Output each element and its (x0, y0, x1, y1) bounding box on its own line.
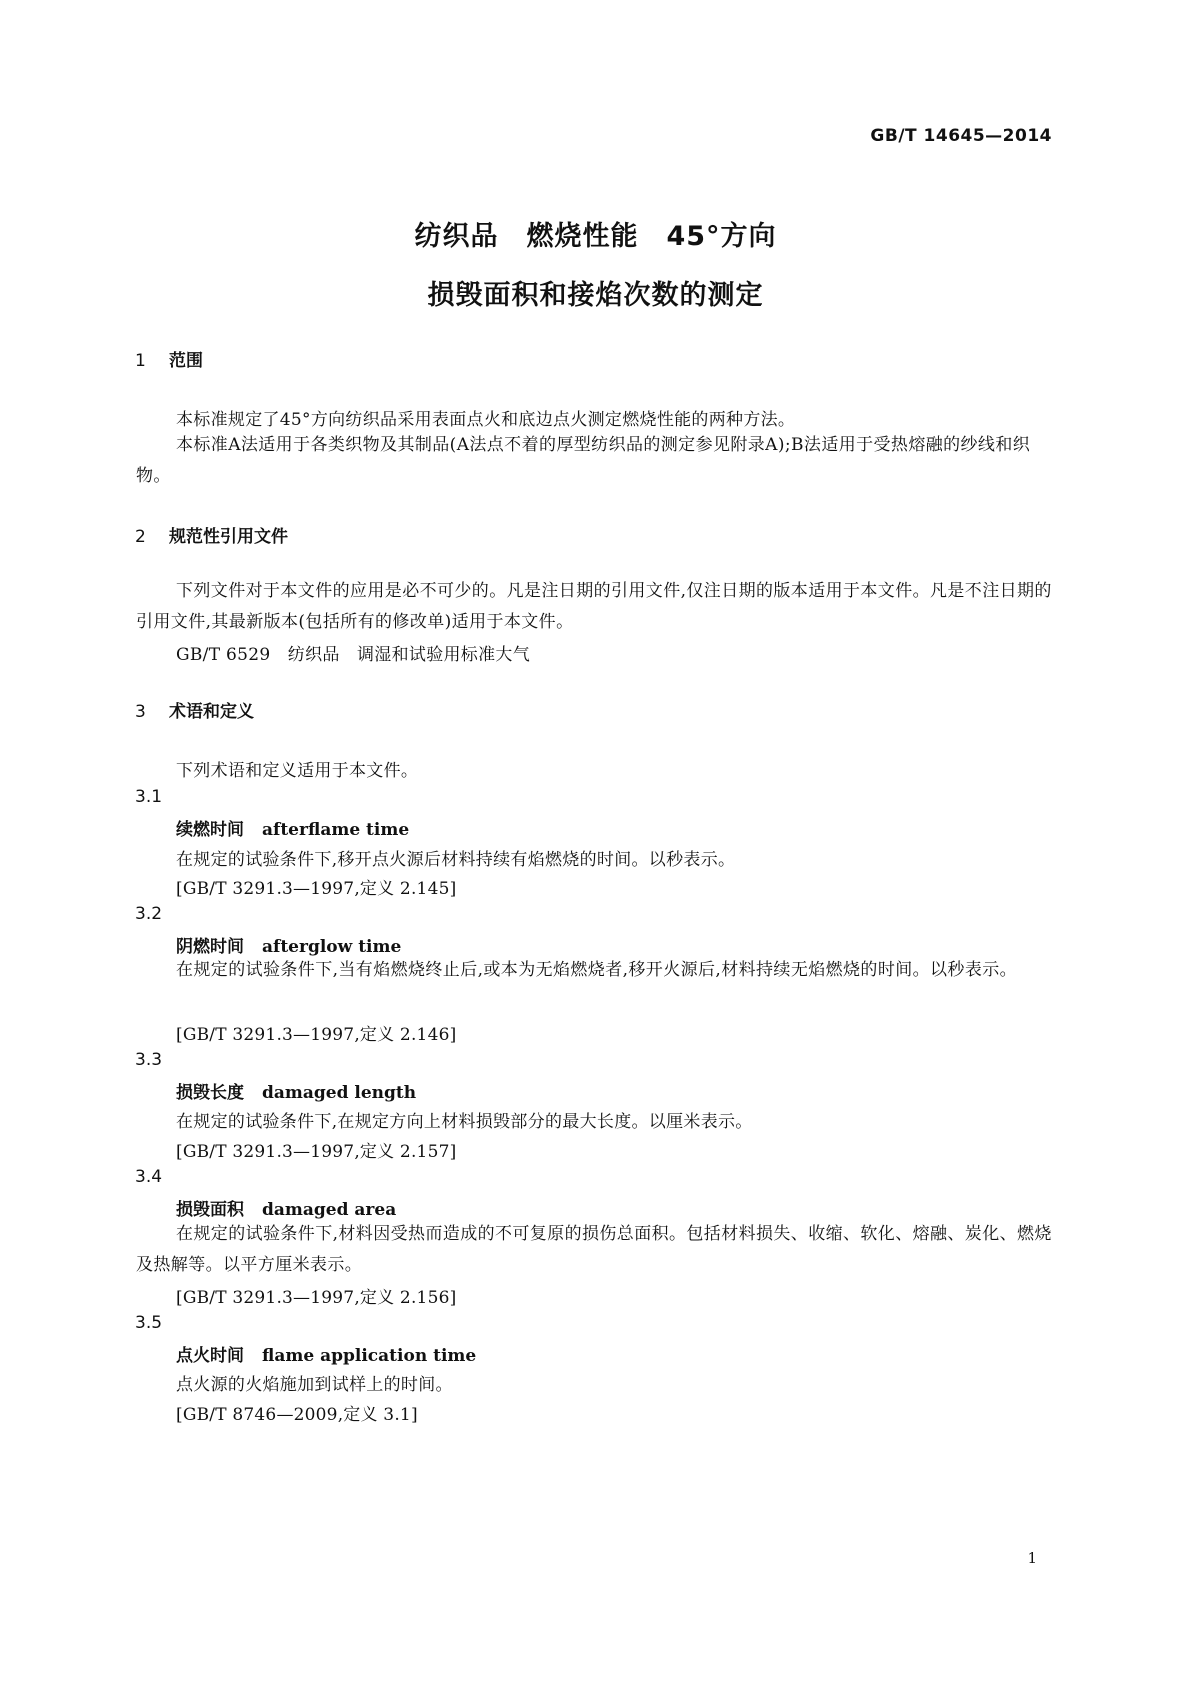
term-title (176, 1195, 396, 1220)
term-zh: 点火时间 (176, 1346, 244, 1366)
term-title (176, 1341, 476, 1366)
term-source: [GB/T 8746—2009,定义 3.1] (176, 1405, 418, 1425)
reference-entry: GB/T 6529 纺织品 调湿和试验用标准大气 (176, 645, 531, 665)
term-definition: 在规定的试验条件下,材料因受热而造成的不可复原的损伤总面积。包括材料损失、收缩、软化、熔融、炭化、燃烧及热解等。以平方厘米表示。 (136, 1224, 1052, 1275)
term-number: 3.1 (135, 787, 163, 807)
document-title-line-1: 纺织品 燃烧性能 45°方向 (414, 221, 777, 252)
section-heading-scope (135, 346, 203, 371)
paragraph: 下列文件对于本文件的应用是必不可少的。凡是注日期的引用文件,仅注日期的版本适用于本文件。凡是不注日期的引用文件,其最新版本(包括所有的修改单)适用于本文件。 (136, 581, 1052, 632)
term-definition: 点火源的火焰施加到试样上的时间。 (176, 1375, 453, 1395)
term-zh: 损毁长度 (176, 1083, 244, 1103)
section-heading-normative-references (135, 522, 288, 547)
section-title: 范围 (169, 351, 203, 371)
document-title-line-2: 损毁面积和接焰次数的测定 (427, 280, 764, 311)
term-title (176, 932, 401, 957)
standard-number: GB/T 14645—2014 (870, 126, 1052, 146)
term-number: 3.5 (135, 1313, 163, 1333)
paragraph: 下列术语和定义适用于本文件。 (176, 761, 419, 781)
term-zh: 阴燃时间 (176, 937, 244, 957)
term-en: afterflame time (262, 820, 410, 840)
term-source: [GB/T 3291.3—1997,定义 2.145] (176, 879, 457, 899)
term-en: flame application time (262, 1346, 477, 1366)
term-number: 3.3 (135, 1050, 163, 1070)
term-title (176, 815, 409, 840)
term-source: [GB/T 3291.3—1997,定义 2.156] (176, 1288, 457, 1308)
section-number: 1 (135, 351, 146, 371)
term-en: afterglow time (262, 937, 402, 957)
term-zh: 续燃时间 (176, 820, 244, 840)
term-source: [GB/T 3291.3—1997,定义 2.146] (176, 1025, 457, 1045)
term-number: 3.4 (135, 1167, 163, 1187)
term-number: 3.2 (135, 904, 163, 924)
paragraph: 本标准规定了45°方向纺织品采用表面点火和底边点火测定燃烧性能的两种方法。 (176, 410, 796, 430)
section-title: 规范性引用文件 (169, 527, 288, 547)
page-number: 1 (1027, 1549, 1037, 1567)
term-source: [GB/T 3291.3—1997,定义 2.157] (176, 1142, 457, 1162)
term-title (176, 1078, 416, 1103)
section-number: 2 (135, 527, 146, 547)
paragraph: 本标准A法适用于各类织物及其制品(A法点不着的厚型纺织品的测定参见附录A);B法适用于受热熔融的纱线和织物。 (136, 435, 1031, 486)
section-title: 术语和定义 (169, 702, 254, 722)
term-definition: 在规定的试验条件下,当有焰燃烧终止后,或本为无焰燃烧者,移开火源后,材料持续无焰燃烧的时间。以秒表示。 (176, 960, 1018, 980)
term-definition: 在规定的试验条件下,移开点火源后材料持续有焰燃烧的时间。以秒表示。 (176, 850, 736, 870)
term-en: damaged length (262, 1083, 417, 1103)
section-heading-terms-definitions (135, 697, 254, 722)
term-zh: 损毁面积 (176, 1200, 244, 1220)
term-definition: 在规定的试验条件下,在规定方向上材料损毁部分的最大长度。以厘米表示。 (176, 1112, 753, 1132)
section-number: 3 (135, 702, 146, 722)
term-en: damaged area (262, 1200, 397, 1220)
